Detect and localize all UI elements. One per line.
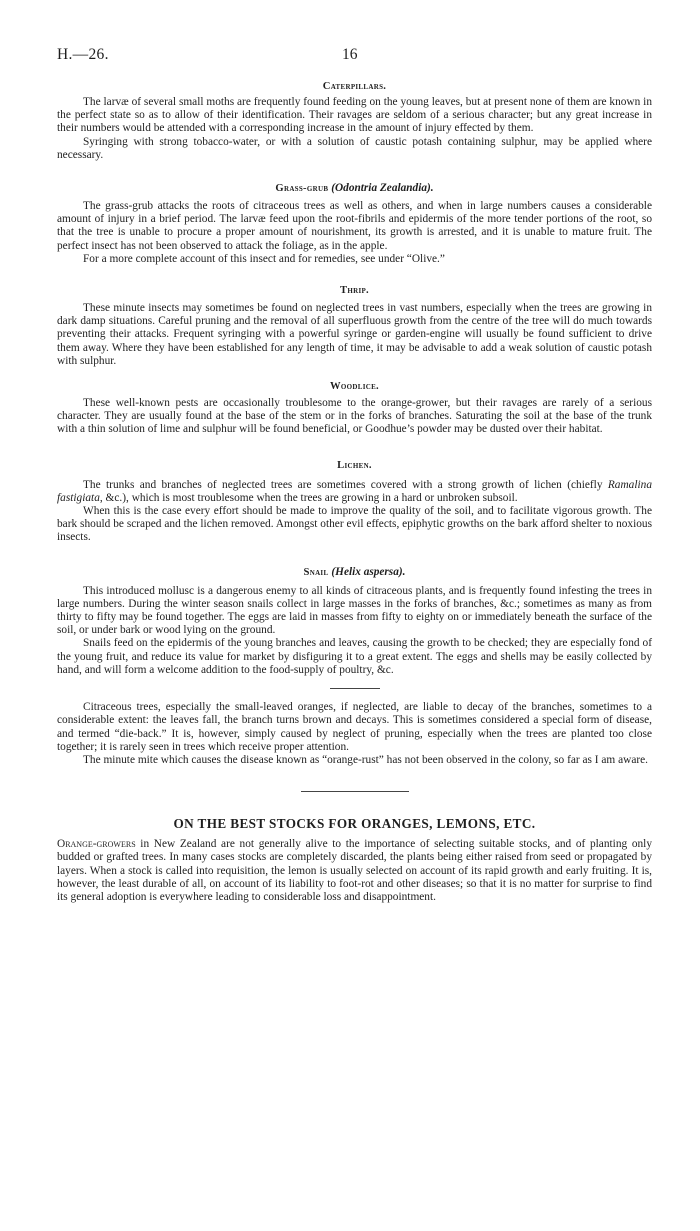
section-heading: Caterpillars. <box>322 81 387 92</box>
section-die-back <box>57 701 652 767</box>
page-header <box>57 46 657 70</box>
species-name: Ramalina fastigiata <box>57 478 652 504</box>
page-body <box>57 80 652 904</box>
paragraph-body: in New Zealand are not generally alive to the importance of selecting suitable stocks, and of planting only budded or grafted trees. In many cases stocks are completely discarded, the plants being either raised from seed or propagated by layers. When a stock is called into requisition, the lemon is usually selected on account of its rapid growth and early fruiting. It is, however, the least durable of all, on account of its liability to foot-rot and other diseases; so that it is no matter for surprise to find its general adoption is everywhere leading to considerable loss and disappointment. <box>57 838 652 903</box>
heading-common-name: Grass-grub <box>275 183 329 195</box>
section-snail <box>57 565 652 677</box>
section-caterpillars <box>57 80 652 162</box>
lead-in: Orange-growers <box>57 838 136 851</box>
paragraph: When this is the case every effort should be made to improve the quality of the soil, and to facilitate vigorous growth. The bark should be scraped and the lichen removed. Amongst other evil effects, epiphytic growths on the bark afford shelter to noxious insects. <box>57 505 652 544</box>
section-stocks <box>57 816 652 904</box>
section-heading: Woodlice. <box>329 381 379 393</box>
heading-common-name: Snail <box>303 566 329 578</box>
document-reference: H.—26. <box>57 46 109 63</box>
section-heading <box>57 181 652 196</box>
section-lichen <box>57 459 652 545</box>
paragraph: These well-known pests are occasionally troublesome to the orange-grower, but their ravages are rarely of a serious character. They are usually found at the base of the stem or in the forks of branches. Saturating the soil at the base of the trunk with a thin solution of lime and sulphur will be found beneficial, or Goodhue’s powder may be dusted over their habitat. <box>57 397 652 436</box>
section-heading: Thrip. <box>339 285 369 297</box>
heading-latin-name: (Helix aspersa). <box>331 565 406 578</box>
heading-latin-name: (Odontria Zealandia). <box>331 182 434 195</box>
paragraph <box>57 838 652 904</box>
paragraph: The larvæ of several small moths are frequently found feeding on the young leaves, but at present none of them are known in the perfect state so as to allow of their identification. Their ravages are seldom of a serious character; but any great increase in their numbers would be attended with a corresponding increase in the amount of injury effected by them. <box>57 96 652 135</box>
page-number: 16 <box>342 46 358 63</box>
paragraph: The trunks and branches of neglected trees are sometimes covered with a strong growth of lichen (chiefly Ramalina fastigiata, &c.), which is most troublesome when the trees are growing in a hard or unbroken subsoil. <box>57 478 652 504</box>
section-grass-grub <box>57 181 652 266</box>
paragraph: Citraceous trees, especially the small-leaved oranges, if neglected, are liable to decay of the branches, sometimes to a considerable extent: the leaves fall, the branch turns brown and decays. This is sometimes considered a special form of disease, and termed “die-back.” It is, however, simply caused by neglect of pruning, especially when the trees are planted too close together; it is rarely seen in trees which receive proper attention. <box>57 701 652 753</box>
paragraph: For a more complete account of this insect and for remedies, see under “Olive.” <box>83 252 445 265</box>
section-heading <box>57 565 652 580</box>
paragraph: Snails feed on the epidermis of the young branches and leaves, causing the growth to be checked; they are especially fond of the young fruit, and reduce its value for market by disfiguring it to a great extent. The eggs and shells may be easily collected by hand, and will form a welcome addition to the food-supply of poultry, &c. <box>57 637 652 676</box>
paragraph: The grass-grub attacks the roots of citraceous trees as well as others, and when in large numbers causes a considerable amount of injury in a brief period. The larvæ feed upon the root-fibrils and epidermis of the more tender portions of the root, so that the tree is unable to procure a proper amount of nourishment, its growth is arrested, and it is unable to mature fruit. The perfect insect has not been observed to attack the foliage, as in the apple. <box>57 200 652 252</box>
section-heading: Lichen. <box>337 459 372 471</box>
chapter-title: ON THE BEST STOCKS FOR ORANGES, LEMONS, ETC. <box>173 816 536 832</box>
section-woodlice <box>57 380 652 437</box>
paragraph: These minute insects may sometimes be found on neglected trees in vast numbers, especially when the trees are growing in dark damp situations. Careful pruning and the removal of all superfluous growth from the centre of the tree will do much towards preventing their attacks. Frequent syringing with a powerful syringe or garden-engine will usually be found sufficient to drive them away. Where they have been established for any length of time, it may be advisable to add a weak solution of caustic potash with sulphur. <box>57 302 652 367</box>
section-thrip <box>57 284 652 368</box>
paragraph: The minute mite which causes the disease known as “orange-rust” has not been observed in the colony, so far as I am aware. <box>83 753 648 766</box>
paragraph: This introduced mollusc is a dangerous enemy to all kinds of citraceous plants, and is frequently found infesting the trees in large numbers. During the winter season snails collect in large masses in the forks of branches, &c.; sometimes as many as from thirty to fifty may be found together. The eggs are laid in masses from fifty to eighty on or immediately beneath the surface of the soil, or under bark or wood lying on the ground. <box>57 584 652 637</box>
paragraph: Syringing with strong tobacco-water, or with a solution of caustic potash containing sulphur, may be applied where necessary. <box>57 135 652 161</box>
